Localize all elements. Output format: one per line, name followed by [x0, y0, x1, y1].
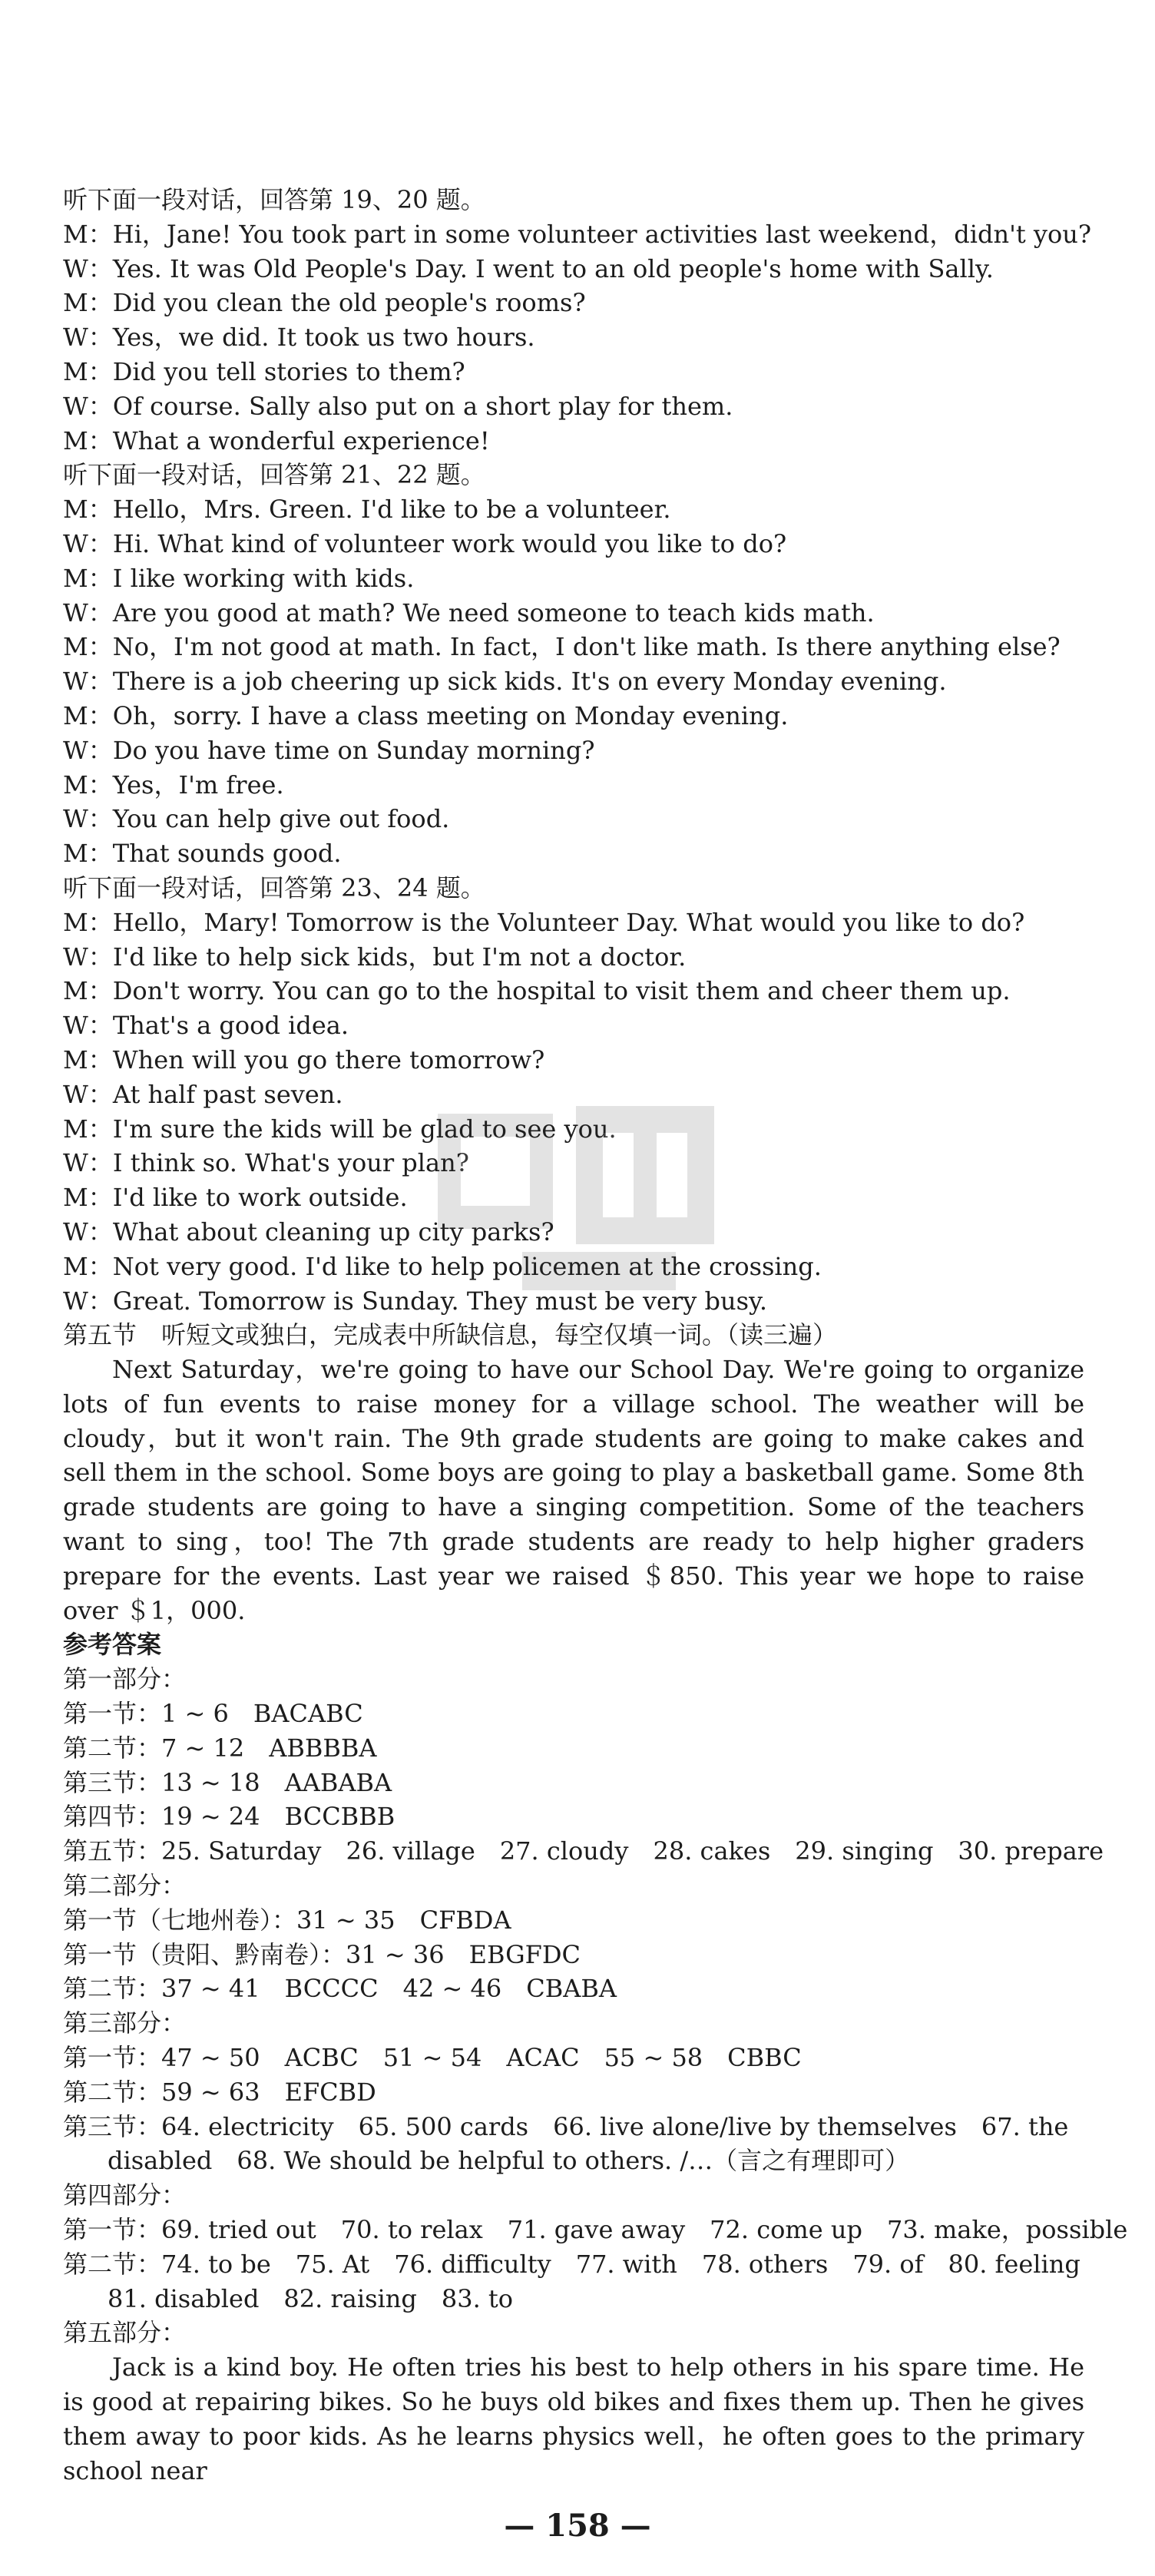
dialogue-line: M：Yes，I'm free. — [63, 770, 284, 800]
answer-line: 第四部分： — [63, 2180, 187, 2210]
answer-line: 第一部分： — [63, 1664, 187, 1694]
dialogue-line: W：At half past seven. — [63, 1079, 343, 1109]
dialogue-line: W：I think so. What's your plan? — [63, 1148, 469, 1178]
listening-scripts — [63, 183, 1092, 1318]
dialogue-line: W：Yes. It was Old People's Day. I went to an old people's home with Sally. — [63, 253, 994, 283]
dialogue-line: W：What about cleaning up city parks? — [63, 1217, 554, 1247]
answer-line: 第一节：69. tried out 70. to relax 71. gave away 72. come up 73. make，possible — [63, 2215, 1128, 2245]
dialogue-line: M：I like working with kids. — [63, 563, 415, 593]
dialogue-heading: 听下面一段对话，回答第 21、22 题。 — [63, 460, 485, 490]
dialogue-line: W：Great. Tomorrow is Sunday. They must be very busy. — [63, 1286, 768, 1316]
dialogue-line: M：Did you tell stories to them? — [63, 356, 465, 386]
page-number: — 158 — — [504, 2508, 651, 2544]
answer-line: 第一节：1 ~ 6 BACABC — [63, 1699, 363, 1729]
answer-line: 第三节：13 ~ 18 AABABA — [63, 1767, 392, 1797]
answer-line: 第二部分： — [63, 1871, 187, 1901]
dialogue-line: W：Hi. What kind of volunteer work would you like to do? — [63, 528, 787, 558]
dialogue-line: M：Don't worry. You can go to the hospital to visit them and cheer them up. — [63, 976, 1011, 1006]
answer-line: 第二节：74. to be 75. At 76. difficulty 77. with 78. others 79. of 80. feeling — [63, 2249, 1081, 2279]
answer-line: 第五部分： — [63, 2318, 187, 2348]
answer-line: 第一节（七地州卷）：31 ~ 35 CFBDA — [63, 1905, 511, 1935]
dialogue-heading: 听下面一段对话，回答第 19、20 题。 — [63, 185, 485, 214]
answer-line: 第一节（贵阳、黔南卷）：31 ~ 36 EBGFDC — [63, 1939, 581, 1969]
answer-line: 第四节：19 ~ 24 BCCBBB — [63, 1802, 395, 1832]
dialogue-line: W：There is a job cheering up sick kids. It's on every Monday evening. — [63, 667, 947, 697]
dialogue-line: M：What a wonderful experience! — [63, 425, 490, 455]
answers-title: 参考答案 — [63, 1630, 162, 1660]
dialogue-line: W：I'd like to help sick kids，but I'm not a doctor. — [63, 942, 687, 972]
answer-line: 第三节：64. electricity 65. 500 cards 66. live alone/live by themselves 67. the — [63, 2111, 1069, 2141]
dialogue-line: M：Hello，Mrs. Green. I'd like to be a volunteer. — [63, 495, 671, 525]
answer-line: 81. disabled 82. raising 83. to — [108, 2283, 514, 2313]
dialogue-line: W：That's a good idea. — [63, 1011, 349, 1041]
dialogue-line: M：Hello，Mary! Tomorrow is the Volunteer Day. What would you like to do? — [63, 907, 1025, 937]
dialogue-line: W：Of course. Sally also put on a short play for them. — [63, 391, 733, 421]
answer-line: 第二节：37 ~ 41 BCCCC 42 ~ 46 CBABA — [63, 1974, 617, 2004]
answers — [63, 1627, 1128, 2488]
dialogue-line: M：Not very good. I'd like to help policemen at the crossing. — [63, 1251, 822, 1281]
answer-line: 第二节：59 ~ 63 EFCBD — [63, 2077, 376, 2107]
document-page — [63, 183, 1128, 2488]
answer-line: 第二节：7 ~ 12 ABBBBA — [63, 1733, 377, 1763]
answer-line: 第三部分： — [63, 2008, 187, 2038]
dialogue-line: M：When will you go there tomorrow? — [63, 1045, 545, 1074]
dialogue-line: M：No，I'm not good at math. In fact，I don't like math. Is there anything else? — [63, 632, 1061, 662]
section5-heading: 第五节 听短文或独白，完成表中所缺信息，每空仅填一词。（读三遍） — [63, 1320, 838, 1350]
dialogue-line: W：Do you have time on Sunday morning? — [63, 735, 595, 765]
dialogue-heading: 听下面一段对话，回答第 23、24 题。 — [63, 872, 485, 902]
dialogue-line: M：Hi，Jane! You took part in some volunteer activities last weekend，didn't you? — [63, 219, 1092, 249]
dialogue-line: W：You can help give out food. — [63, 804, 450, 834]
dialogue-line: M：Did you clean the old people's rooms? — [63, 288, 586, 318]
section5 — [63, 1318, 1084, 1627]
dialogue-line: M：I'm sure the kids will be glad to see you. — [63, 1114, 617, 1144]
essay-paragraph: Jack is a kind boy. He often tries his best to help others in his spare time. He is good at repairing bikes. So he buys old bikes and fixes them up. Then he gives them away to poor kids. As he learns physics well，he often goes to the primary school near — [63, 2353, 1084, 2485]
answer-line: 第五节：25. Saturday 26. village 27. cloudy 28. cakes 29. singing 30. prepare — [63, 1836, 1104, 1866]
dialogue-line: W：Yes，we did. It took us two hours. — [63, 323, 535, 353]
dialogue-line: M：Oh，sorry. I have a class meeting on Monday evening. — [63, 700, 789, 730]
answer-line: 第一节：47 ~ 50 ACBC 51 ~ 54 ACAC 55 ~ 58 CBBC — [63, 2043, 802, 2073]
section5-passage: Next Saturday，we're going to have our School Day. We're going to organize lots of fun events to raise money for a village school. The weather will be cloudy，but it won't rain. The 9th grade students are going to make cakes and sell them in the school. Some boys are going to play a basketball game. Some 8th grade students are going to have a singing competition. Some of the teachers want to sing，too! The 7th grade students are ready to help higher graders prepare for the events. Last year we raised ＄850. This year we hope to raise over ＄1，000. — [63, 1355, 1085, 1625]
answer-line: disabled 68. We should be helpful to others. /…（言之有理即可） — [108, 2146, 910, 2176]
dialogue-line: M：That sounds good. — [63, 839, 342, 869]
dialogue-line: M：I'd like to work outside. — [63, 1183, 408, 1213]
dialogue-line: W：Are you good at math? We need someone to teach kids math. — [63, 598, 875, 627]
answer-lines — [63, 1662, 1128, 2350]
